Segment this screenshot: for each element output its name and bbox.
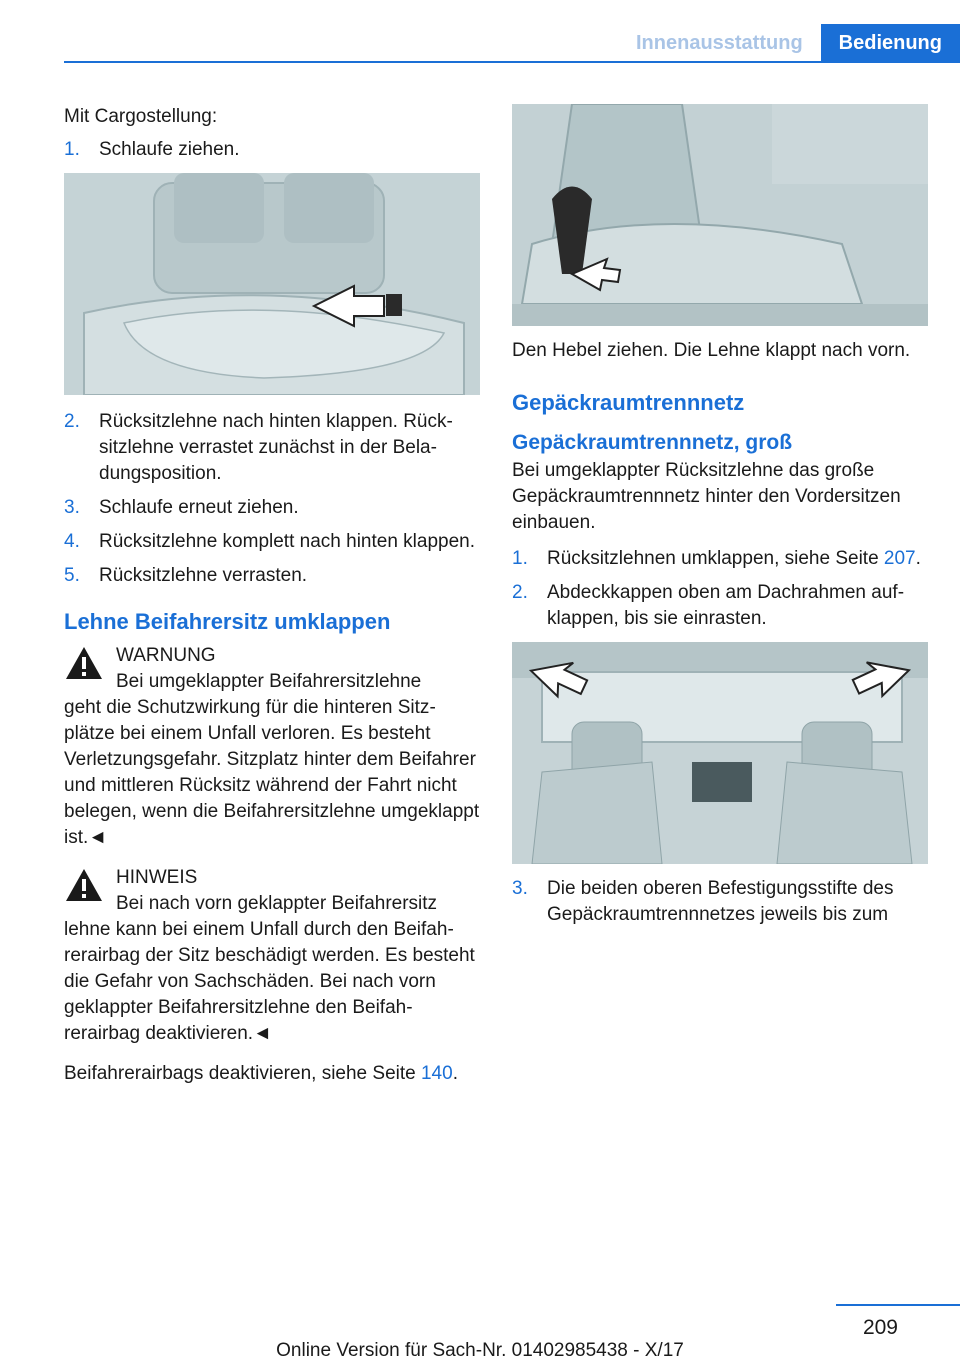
list-item (64, 495, 480, 521)
list-item (512, 580, 928, 632)
list-item (64, 409, 480, 487)
step-number: 2. (512, 582, 528, 603)
step-text: Rücksitzlehne nach hinten klappen. Rücksitzlehne verrastet zunächst in der Beladungsposition. (99, 411, 453, 484)
list-item (64, 529, 480, 555)
tab-bedienung[interactable]: Bedienung (821, 24, 960, 62)
section-tabs (618, 24, 960, 62)
page-number: 209 (862, 1316, 898, 1339)
header-rule (64, 61, 960, 63)
note-text-first: Bei nach vorn geklappter Beifahrersitz (116, 893, 438, 914)
cabin-roof-illustration (512, 642, 928, 864)
step-text (547, 546, 928, 572)
step-text: Abdeckkappen oben am Dachrahmen aufklappen, bis sie einrasten. (547, 582, 905, 629)
footer-rule (836, 1304, 960, 1306)
note-box (64, 865, 480, 1047)
step-number: 2. (64, 411, 80, 432)
step-number: 1. (64, 139, 80, 160)
step-text-label: Rücksitzlehnen umklappen, siehe Seite (547, 548, 884, 569)
intro-text: Mit Cargostellung: (64, 106, 218, 127)
note-label: HINWEIS (116, 867, 198, 888)
warning-text-first: Bei umgeklappter Beifahrersitzlehne (116, 671, 422, 692)
paragraph: Bei umgeklappter Rücksitzlehne das große Gepäckraumtrennnetz hinter den Vordersitzen einbauen. (512, 460, 901, 533)
reference-label: Beifahrerairbags deaktivieren, siehe Seite (64, 1063, 421, 1084)
list-item (64, 137, 480, 163)
step-number: 4. (64, 531, 80, 552)
list-item (512, 546, 928, 572)
step-text: Schlaufe ziehen. (99, 139, 240, 160)
step-text-end: . (915, 548, 921, 569)
page-link-140[interactable]: 140 (420, 1063, 453, 1084)
warning-box (64, 643, 480, 851)
list-item (512, 876, 928, 928)
step-text: Die beiden oberen Befestigungsstifte des Gepäckraumtrennnetzes jeweils bis zum (547, 878, 894, 925)
list-item (64, 563, 480, 589)
rear-seat-illustration (64, 173, 480, 395)
section-heading: Lehne Beifahrersitz umklappen (64, 609, 391, 634)
step-number: 1. (512, 548, 528, 569)
front-seat-lever-illustration (512, 104, 928, 326)
warning-label: WARNUNG (116, 645, 216, 666)
left-column (64, 104, 480, 1087)
reference-text (64, 1061, 480, 1087)
section-heading: Gepäckraumtrennnetz (512, 390, 745, 415)
figure-caption: Den Hebel ziehen. Die Lehne klappt nach vorn. (512, 340, 911, 361)
right-column (512, 104, 928, 936)
step-text: Rücksitzlehne komplett nach hinten klappen. (99, 531, 476, 552)
warning-triangle-icon (64, 867, 104, 903)
note-text: lehne kann bei einem Unfall durch den Beifahrerairbag der Sitz beschädigt werden. Es besteht die Gefahr von Sachschäden. Bei nach vorn geklappter Beifahrersitzlehne den Beifahrerairbag deaktivieren.◄ (64, 919, 475, 1044)
footer-text: Online Version für Sach-Nr. 01402985438 - X/17 (276, 1340, 684, 1361)
subsection-heading: Gepäckraumtrennnetz, groß (512, 431, 793, 454)
tab-innenausstattung[interactable]: Innenausstattung (635, 31, 803, 54)
reference-end: . (452, 1063, 458, 1084)
step-number: 3. (64, 497, 80, 518)
page-link-207[interactable]: 207 (883, 548, 916, 569)
step-text: Schlaufe erneut ziehen. (99, 497, 299, 518)
warning-triangle-icon (64, 645, 104, 681)
step-number: 5. (64, 565, 80, 586)
step-text: Rücksitzlehne verrasten. (99, 565, 308, 586)
warning-text: geht die Schutzwirkung für die hinteren Sitzplätze bei einem Unfall verloren. Es besteht Verletzungsgefahr. Sitzplatz hinter dem Beifahrer und mittleren Rücksitz während der Fahrt nicht belegen, wenn die Beifahrersitzlehne umgeklappt ist.◄ (64, 697, 480, 848)
step-number: 3. (512, 878, 528, 899)
